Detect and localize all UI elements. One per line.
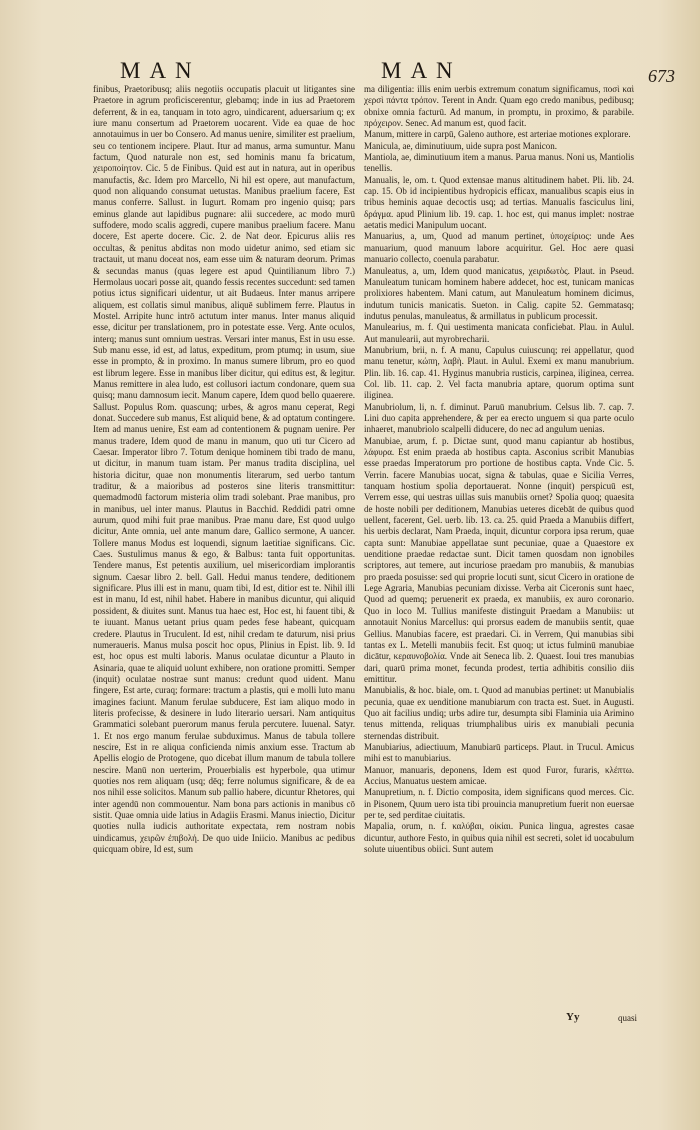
right-column bbox=[364, 84, 634, 855]
entry-manulearius: Manulearius, m. f. Qui uestimenta manicata conficiebat. Plau. in Aulul. Aut manulearii, aut myrobrecharii. bbox=[364, 322, 634, 344]
entry-mapalia: Mapalia, orum, n. f. καλύβαι, οἰκίαι. Punica lingua, agrestes casae dicuntur, authore Festo, in quibus quia nihil est secreti, solet id uocabulum solute uiuentibus obiici. Sunt autem bbox=[364, 821, 634, 855]
entry-manubiarius: Manubiarius, adiectiuum, Manubiarū particeps. Plaut. in Trucul. Amicus mihi est to manubiarius. bbox=[364, 741, 634, 764]
entry-manubiae: Manubiae, arum, f. p. Dictae sunt, quod manu capiantur ab hostibus, λάφυρα. Est enim praeda ab hostibus capta. Asconius scribit Manubias esse praedas Imperatorum pro portione de hostibus capta. Vnde Cic. 5. Verrin. facere Manubias uocat, signa & tabulas, quae e Sicilia Verres, tanquam hostium spolia deportauerat. Nonne (inquit) perspicuū est, Verrem esse, qui uestras uillas suis manubiis ornet? Spolia quoq; quaesita de hoste nobili per deditionem, Manubias ueteres dicebāt de quibus quod uellent, facerent, Gel. uerb. lib. 13. ca. 25. quid Praeda a Manubiis differt, his uerbis declarat, Nam Praeda, inquit, dicuntur corpora ipsa rerum, quae capta sunt: Manubiae appellatae sunt pecuniae, quae a Quaestore ex uenditione praedae redactae sunt. Dicit tamen quosdam non ignobiles scriptores, aut temere, aut incuriose praedam pro manubiis, & manubias pro praeda posuisse: sed qui proprie locuti sunt, sicut Cicero in oratione de Lege Agraria, Manubias pecuniam dixisse. Verba ait Ciceronis sunt haec, Quod ad quemq; peruenerit ex praeda, ex manubiis, ex auro coronario. Quo in loco M. Tullius manifeste distinguit Praedam a Manubiis: ut annotauit Nonius Marcellus: qui prorsus eadem de manubiis sentit, quae Gellius. Manubias facere, est praedari. Ci. in Verrem, Qui manubias sibi tantas ex L. Metelli manubiis fecit. Est quoq; ut ictus fulminū manubiae dicātur, κεραυνοβολία. Vnde ait Seneca lib. 2. Quaest. Ioui tres manubias dari, quarū prima monet, fecunda prodest, tertia adhibitis consilio diis emittitur. bbox=[364, 435, 634, 684]
catchword: quasi bbox=[618, 1013, 637, 1023]
entry-mantiola: Mantiola, ae, diminutiuum item a manus. Parua manus. Noni us, Mantiolis tenellis. bbox=[364, 152, 634, 174]
entry-manubrium: Manubrium, brii, n. f. A manu, Capulus cuiuscunq; rei appellatur, quod manu tenetur, κώπη, λαβὴ. Plaut. in Aulul. Exemi ex manu manubrium. Plin. lib. 16. cap. 41. Hyginus manubria rusticis, carpinea, iliginea, cerrea. Col. lib. 11. cap. 2. Vel facta manubria aptare, quorum optima sunt iliginea. bbox=[364, 344, 634, 401]
entry-manum: Manum, mittere in carpū, Galeno authore, est arteriae motiones explorare. bbox=[364, 129, 631, 140]
left-column bbox=[93, 84, 355, 855]
entry-manubialis: Manubialis, & hoc. biale, om. t. Quod ad manubias pertinet: ut Manubialis pecunia, quae ex uenditione manubiarum con tracta est. Suet. in Augusti. Quo ait facilius undiq; urbs adire tur, desumpta sibi Flaminia uia Arimino tenus mittenda, reliquas triumphalibus uiris ex manubiali pecunia sternendas distribuit. bbox=[364, 685, 634, 741]
entry-manuor: Manuor, manuaris, deponens, Idem est quod Furor, furaris, κλέπτω. Accius, Manuatus uestem amicae. bbox=[364, 764, 634, 786]
entry-manicula: Manicula, ae, diminutiuum, uide supra post Manicon. bbox=[364, 140, 557, 151]
entry-manualis: Manualis, le, om. t. Quod extensae manus altitudinem habet. Pli. lib. 24. cap. 15. Ob id incipientibus hydropicis efficax, manualibus scapis eius in tribus heminis aquae decoctis usq; ad tertias. Manualis fasciculus lini, δράγμα. apud Plinium lib. 19. cap. 1. hoc est, qui manus implet: nostrae aetatis medici Manipulum uocant. bbox=[364, 174, 634, 231]
signature-mark: Yy bbox=[566, 1011, 580, 1023]
left-column-text: finibus, Praetoribusq; aliis negotiis occupatis placuit ut litigantes sine Praetore in agrum proficiscerentur, glebamq; inde in ius ad Praetorem deferrent, & in ea, tanquam in toto agro, uindicarent, aduersarium q; ex iure manu consertum ad Praetorem uocarent. Vide ea quae de hoc annotauimus in uer bo Consero. Ad manus uenire, similiter est praelium, seu co tentionem incipere. Plaut. Itur ad manus, arma sumuntur. Manu factum, Quod naturale non est, sed hominis manu fa bricatum, χειροποίητον. Cic. 5 de Finibus. Quid est aut in natura, aut in operibus manufactis, &c. Idem pro Marcello, Ni hil est opere, aut manufactum, quod non aliquando consumat uetustas. Manibus praelium facere, Est manus conferre. Sallust. in Iugurt. Romam pro ingenio quisq; pars eminus glande aut lapidibus pugnare: alii succedere, ac modo murū suffodere, modo scalis aggredi, cupere manibus praelium facere. Manu docere, Est aperte docere. Cic. 2. de Nat deor. Epicurus aliis res occultas, & penitus abditas non modo uidetur animo, sed etiam sic tractauit, ut manu doceat nos, eam esse uim & naturam deorum. Primas & secundas manus (quas legere est apud Quintilianum libro 7.) Hermolaus uocari posse ait, quando fessis recentes succedunt: sed tamen potius ictus significari uidentur, ut ait Budaeus. Inter manus arripere aliquem, est collatis simul manibus, aliquē sublimem ferre. Plautus in Mostel. Arripite hunc intrō actutum inter manus. Inter manus aliquid esse, dicitur per translationem, pro in potestate esse. Verg. Ante oculos, interq; manus sunt omnium uestras. Versari inter manus, Est in usu esse. Sub manu esse, id est, ad latus, expeditum, prom ptumq; in usum, siue esse in prompto, & in proximo. In manus sumere librum, pro eo quod est librum legere. Esse in manibus liber dicitur, qui editus est, & legitur. Manus remittere in alea ludo, est collusori iactum condonare, quem sua quisq; manu damnosum iecit. Manum capere, Idem quod bello quaerere. Sallust. Populus Rom. quascunq; urbes, & agros manu ceperat, Regi donat. Succedere sub manus, Est aliquid bene, & ad optatum contingere. Item ad manus uenire, Est eam ad contentionem & pugnam uenire. Per manus tradere, Idem quod de manu in manum, quo uti tur Cicero ad Caesar. Imperator libro 7. Totum denique hominem tibi trado de manu, ut dicitur, in manum tuam istam. Per manus tradita disciplina, uel historia dicitur, quae non monumentis literarum, sed uerbo tantum traditur, & a maioribus ad posteros sine literis transmittitur: quemadmodū factorum misteria olim tradi solebant. Prae manibus, pro in manibus, uel inter manus. Plautus in Bacchid. Reddidi patri omne aurum, quod mihi fuit prae manibus. Prae manu dare, Est quod uulgo dicitur, Ante omnia, uel ante manum dare, Gallico sermone, A uancer. Tollere manus Modus est loquendi, signum laetitiae significans. Cic. Caes. Sustulimus manus & ego, & Balbus: tanta fuit opportunitas. Tendere manus, Est petentis auxilium, uel misericordiam implorantis signum. Caesar libro 2. bell. Gall. Hedui manus tendere, deditionem significare. Plus illi est in manu, quam tibi, Id est, ditior est te. Nihil illi est in manu, Id est, nihil habet. Habere in manibus dicuntur, qui aliquid possident, & diuites sunt. Manus tua haec est, Hoc est, hi fauent tibi, & te iuuant. Manus uetant prius quam pedes fese habeant, quicquam credere. Plautus in Truculent. Id est, nihil credam te daturum, nisi prius numeraueris. Manus mulsa poscit hoc opus, Plinius in Epist. lib. 9. Id est, hoc opus est multi laboris. Manus oculatae dicuntur a Plauto in Asinaria, quae te aliquid uolunt exhibere, non oratione promitti. Semper (inquit) oculatae nostrae sunt manus: credunt quod uident. Manu fingere, Est arte, curaq; formare: tractum a plastis, qui e molli luto manu imagines faciunt. Manum ferulae subducere, Est iam aliquo modo in literis profecisse, & desinere in ludo literario uersari. Nam antiquitus Grammatici solebant puerorum manus ferula percutere. Iuuenal. Satyr. 1. Et nos ergo manum ferulae subduximus. Manus de tabula tollere nescire, Est in re aliqua conficienda nimis anxium esse. Tractum ab Apellis elogio de Protogene, quo dicebat illum manum de tabula tollere nescire. Manū non uerterim, Prouerbialis est hyperbole, qua utimur quoties nos rem aliquam (usq; dēq; ferre nolumus significare, & de ea nos nihil esse solicitos. Manum sub pallio habere, dicuntur Rhetores, qui inter agendū non commouentur. Nam bona pars actionis in manibus cō sistit. Quae omnia uide latius in Adagiis Erasmi. Manus iniectio, Dicitur quoties nulla iudicis authoritate expectata, rem nostram nobis uindicamus, χειρῶν ἐπιβολή. De quo uide Iniicio. Manibus ac pedibus quicquam obire, Id est, sum bbox=[93, 84, 355, 855]
header-word-right: MAN bbox=[381, 58, 462, 83]
entry-paragraph: ma diligentia: illis enim uerbis extremum conatum significamus, ποσὶ καὶ χερσὶ πάντα τρόπον. Terent in Andr. Quam ego credo manibus, pedibusq; obnixe omnia facturū. Ad manum, in promptu, in proximo, & parabile. πρόχειρον. Senec. Ad manum est, quod facit. bbox=[364, 84, 634, 129]
entry-manubriolum: Manubriolum, li, n. f. diminut. Paruū manubrium. Celsus lib. 7. cap. 7. Lini duo capita apprehendere, & per ea erecto unguem si qua parte oculo inhaeret, manubriolo scalpelli diducere, do nec ad angulum uenias. bbox=[364, 401, 634, 435]
page-footer bbox=[0, 1011, 700, 1027]
header-word-left: MAN bbox=[120, 58, 201, 83]
entry-manupretium: Manupretium, n. f. Dictio composita, idem significans quod merces. Cic. in Pisonem, Quum uero ista tibi prouincia manupretium fuerit non euersae per te, sed perditae ciuitatis. bbox=[364, 787, 634, 820]
page-number: 673 bbox=[648, 66, 675, 86]
entry-manuleatus: Manuleatus, a, um, Idem quod manicatus, χειριδωτὸς. Plaut. in Pseud. Manuleatum tunicam hominem habere addecet, hoc est, tunicam manicas prolixiores habentem. Mani catum, aut Manuleatum hominem dicimus, indutum tunicis manicatis. Sueton. in Calig. capite 52. Gemmatasq; indutus penulas, manuleatus, & armillatus in publicum processit. bbox=[364, 265, 634, 321]
entry-manuarius: Manuarius, a, um, Quod ad manum pertinet, ὑποχείριος: unde Aes manuarium, quod manuum labore acquiritur. Gel. Hoc aere quasi manuario collecto, coenula parabatur. bbox=[364, 231, 634, 265]
